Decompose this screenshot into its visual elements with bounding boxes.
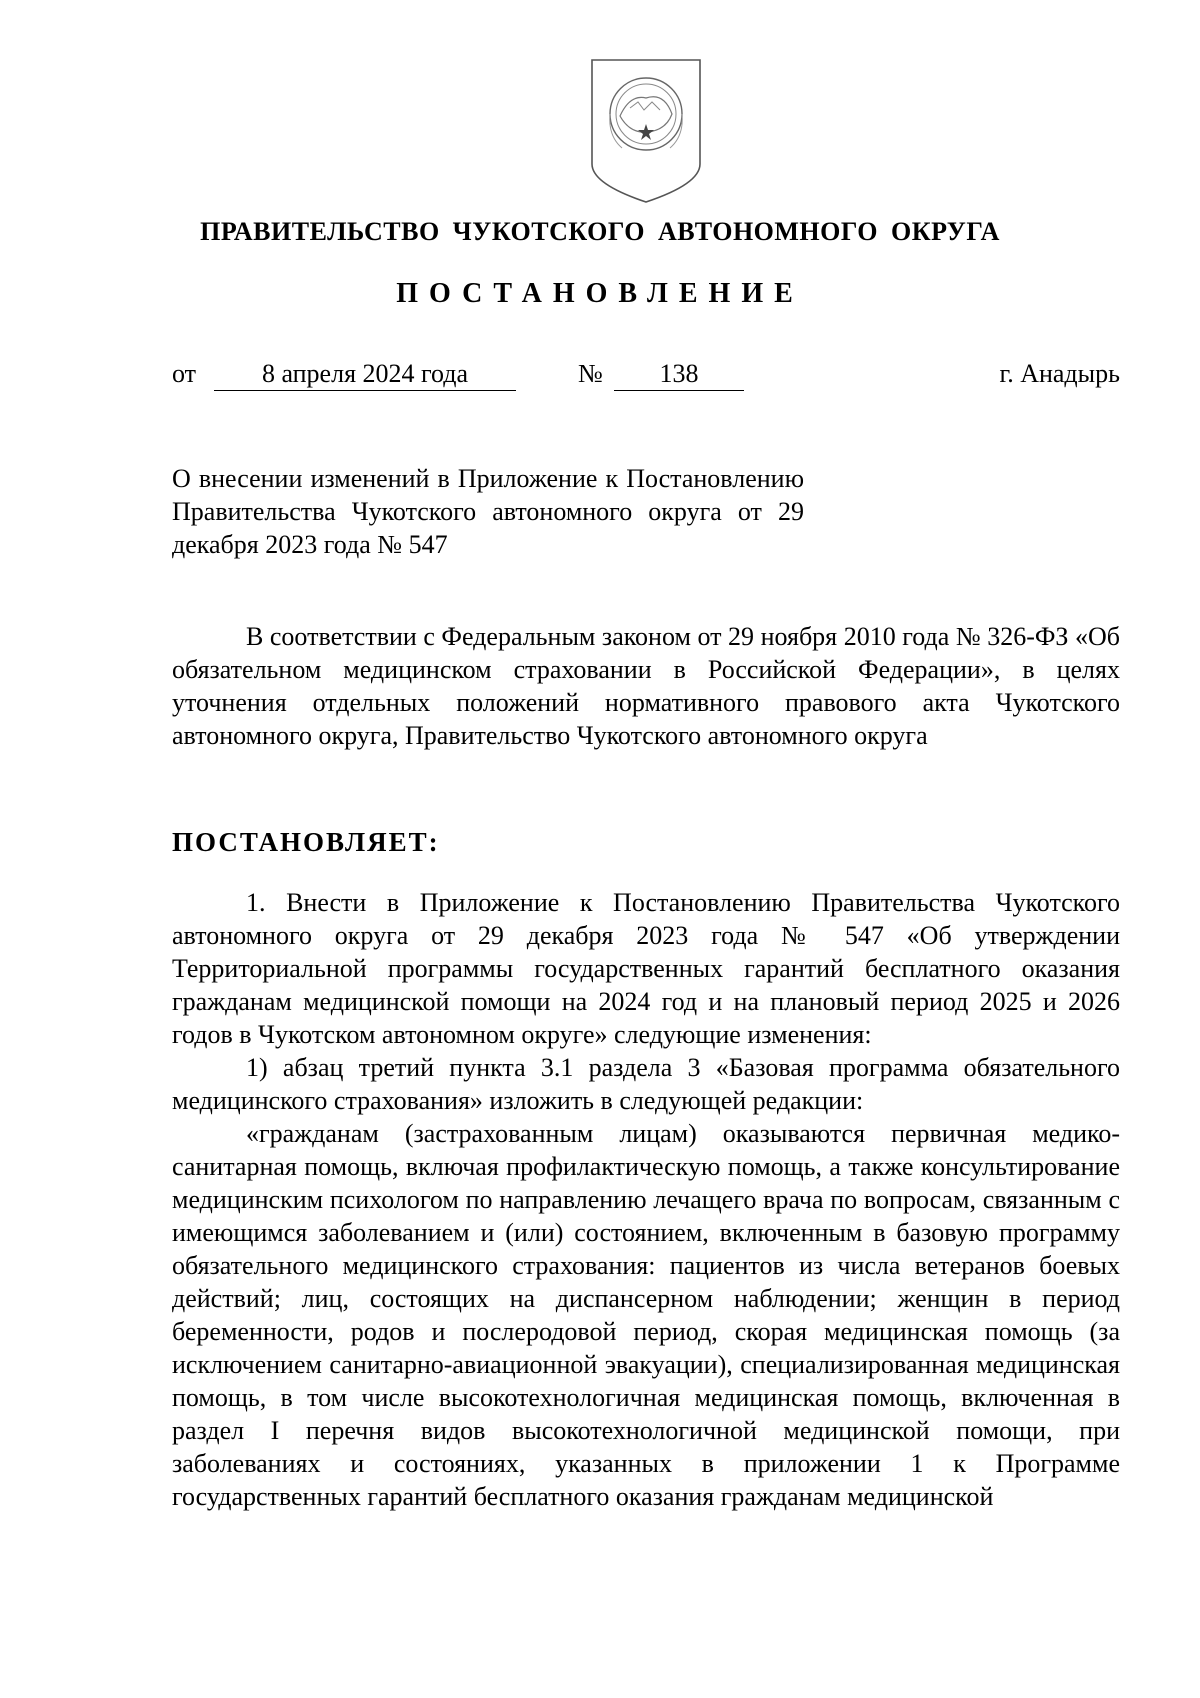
number-label: № xyxy=(578,359,603,388)
decree-word: ПОСТАНОВЛЯЕТ: xyxy=(172,827,440,857)
document-meta-line xyxy=(172,356,1120,396)
item-paragraph-3: «гражданам (застрахованным лицам) оказываются первичная медико-санитарная помощь, включая профилактическую помощь, а также консультирование медицинским психологом по направлению лечащего врача по вопросам, связанным с имеющимся заболеванием и (или) состоянием, включенным в базовую программу обязательного медицинского страхования: пациентов из числа ветеранов боевых действий; лиц, состоящих на диспансерном наблюдении; женщин в период беременности, родов и послеродовой период, скорая медицинская помощь (за исключением санитарно-авиационной эвакуации), специализированная медицинская помощь, в том числе высокотехнологичная медицинская помощь, включенная в раздел I перечня видов высокотехнологичной медицинской помощи, при заболеваниях и состояниях, указанных в приложении 1 к Программе государственных гарантий бесплатного оказания гражданам медицинской xyxy=(172,1119,1120,1511)
date-label: от xyxy=(172,359,197,388)
item-paragraph-2: 1) абзац третий пункта 3.1 раздела 3 «Базовая программа обязательного медицинского страхования» изложить в следующей редакции: xyxy=(172,1053,1120,1115)
decree-items-section xyxy=(172,886,1120,1513)
document-number: 138 xyxy=(614,356,744,391)
document-type-heading: ПОСТАНОВЛЕНИЕ xyxy=(396,278,804,309)
coat-of-arms-emblem xyxy=(586,56,706,206)
preamble-paragraph: В соответствии с Федеральным законом от 29 ноября 2010 года № 326-ФЗ «Об обязательном медицинском страховании в Российской Федерации», в целях уточнения отдельных положений нормативного правового акта Чукотского автономного округа, Правительство Чукотского автономного округа xyxy=(172,622,1120,750)
item-paragraph-1: 1. Внести в Приложение к Постановлению Правительства Чукотского автономного округа от 29 декабря 2023 года № 547 «Об утверждении Территориальной программы государственных гарантий бесплатного оказания гражданам медицинской помощи на 2024 год и на плановый период 2025 и 2026 годов в Чукотском автономном округе» следующие изменения: xyxy=(172,888,1120,1049)
preamble-section xyxy=(172,620,1120,752)
document-date: 8 апреля 2024 года xyxy=(214,356,516,391)
organization-title: ПРАВИТЕЛЬСТВО ЧУКОТСКОГО АВТОНОМНОГО ОКРУГА xyxy=(200,217,1000,246)
document-subject: О внесении изменений в Приложение к Постановлению Правительства Чукотского автономного округа от 29 декабря 2023 года № 547 xyxy=(172,464,804,559)
document-city: г. Анадырь xyxy=(999,359,1120,388)
